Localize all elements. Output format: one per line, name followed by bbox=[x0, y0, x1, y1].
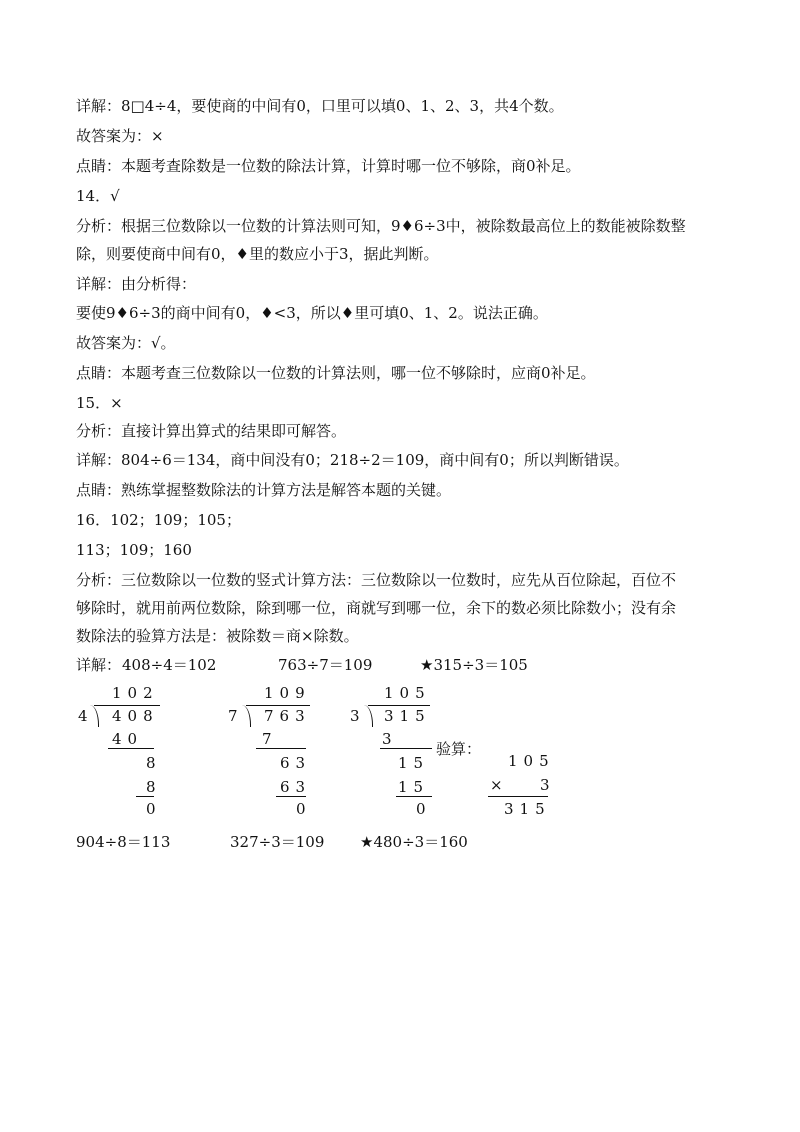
text-line: 详解：804÷6＝134，商中间没有0；218÷2＝109，商中间有0；所以判断错误。 bbox=[76, 451, 629, 469]
question-number: 14．√ bbox=[76, 187, 120, 205]
division-line bbox=[276, 796, 306, 797]
text-line: 故答案为：× bbox=[76, 127, 164, 145]
remainder: 0 bbox=[296, 800, 312, 818]
division-line bbox=[380, 748, 432, 749]
division-step: 63 bbox=[280, 778, 312, 796]
division-step: 40 bbox=[112, 730, 144, 748]
division-step: 3 bbox=[382, 730, 398, 748]
remainder: 0 bbox=[416, 800, 432, 818]
divisor: 7 bbox=[228, 707, 238, 725]
division-step: 7 bbox=[262, 730, 278, 748]
text-line: 够除时，就用前两位数除，除到哪一位，商就写到哪一位，余下的数必须比除数小；没有余 bbox=[76, 599, 677, 617]
division-line bbox=[136, 796, 154, 797]
text-line: 详解：8□4÷4，要使商的中间有0，口里可以填0、1、2、3，共4个数。 bbox=[76, 97, 564, 115]
division-line bbox=[108, 748, 154, 749]
equation: 408÷4＝102 bbox=[122, 656, 217, 674]
division-bar bbox=[368, 705, 430, 706]
remainder: 0 bbox=[146, 800, 162, 818]
multiply-sign: × bbox=[490, 776, 503, 794]
multiplicand: 105 bbox=[508, 752, 555, 770]
division-step: 8 bbox=[146, 754, 162, 772]
product: 315 bbox=[504, 800, 551, 818]
quotient: 102 bbox=[112, 684, 159, 702]
equation: 327÷3＝109 bbox=[230, 833, 325, 851]
text-line: 点睛：本题考查除数是一位数的除法计算，计算时哪一位不够除，商0补足。 bbox=[76, 157, 581, 175]
question-number: 16．102；109；105； bbox=[76, 511, 241, 529]
division-bracket bbox=[90, 705, 99, 727]
division-line bbox=[256, 748, 306, 749]
divisor: 3 bbox=[350, 707, 360, 725]
multiplier: 3 bbox=[540, 776, 556, 794]
text-line: 113；109；160 bbox=[76, 541, 192, 559]
question-number: 15．× bbox=[76, 394, 123, 412]
text-line: 分析：根据三位数除以一位数的计算法则可知，9♦6÷3中，被除数最高位上的数能被除数整 bbox=[76, 217, 686, 235]
division-line bbox=[396, 796, 432, 797]
multiply-line bbox=[488, 796, 548, 797]
division-step: 15 bbox=[398, 778, 430, 796]
dividend: 315 bbox=[384, 707, 431, 725]
division-bar bbox=[246, 705, 310, 706]
check-label: 验算： bbox=[436, 740, 482, 758]
dividend: 408 bbox=[112, 707, 159, 725]
division-bracket bbox=[242, 705, 251, 727]
quotient: 109 bbox=[264, 684, 311, 702]
text-line: 分析：三位数除以一位数的竖式计算方法：三位数除以一位数时，应先从百位除起，百位不 bbox=[76, 571, 677, 589]
detail-label: 详解： bbox=[76, 656, 122, 674]
equation: ★480÷3＝160 bbox=[360, 833, 468, 851]
text-line: 点睛：本题考查三位数除以一位数的计算法则，哪一位不够除时，应商0补足。 bbox=[76, 364, 596, 382]
division-step: 15 bbox=[398, 754, 430, 772]
text-line: 数除法的验算方法是：被除数＝商×除数。 bbox=[76, 627, 359, 645]
division-bracket bbox=[364, 705, 373, 727]
text-line: 详解：由分析得： bbox=[76, 275, 197, 293]
text-line: 除，则要使商中间有0，♦里的数应小于3，据此判断。 bbox=[76, 245, 439, 263]
division-step: 8 bbox=[146, 778, 162, 796]
quotient: 105 bbox=[384, 684, 431, 702]
text-line: 故答案为：√。 bbox=[76, 334, 176, 352]
text-line: 分析：直接计算出算式的结果即可解答。 bbox=[76, 422, 347, 440]
equation: 763÷7＝109 bbox=[278, 656, 373, 674]
equation: 904÷8＝113 bbox=[76, 833, 171, 851]
dividend: 763 bbox=[264, 707, 311, 725]
equation: ★315÷3＝105 bbox=[420, 656, 528, 674]
text-line: 要使9♦6÷3的商中间有0，♦<3，所以♦里可填0、1、2。说法正确。 bbox=[76, 304, 548, 322]
divisor: 4 bbox=[78, 707, 88, 725]
division-bar bbox=[94, 705, 160, 706]
text-line: 点睛：熟练掌握整数除法的计算方法是解答本题的关键。 bbox=[76, 481, 452, 499]
division-step: 63 bbox=[280, 754, 312, 772]
